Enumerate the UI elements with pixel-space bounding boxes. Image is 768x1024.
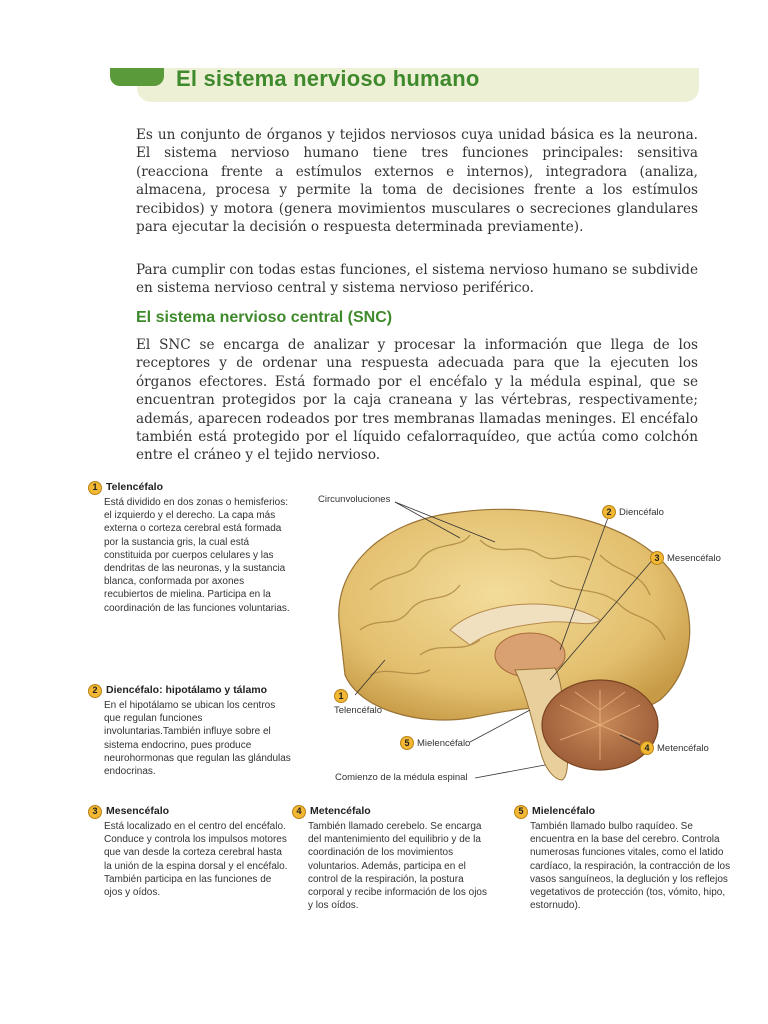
caption-mielencefalo: [514, 805, 734, 912]
caption-title: Diencéfalo: hipotálamo y tálamo: [106, 684, 268, 697]
number-badge: 1: [88, 481, 102, 495]
caption-title: Mesencéfalo: [106, 805, 170, 818]
number-badge: 3: [650, 551, 664, 565]
caption-diencefalo: [88, 684, 293, 778]
caption-body: Está localizado en el centro del encéfalo. Conduce y controla los impulsos motores que van desde la corteza cerebral hasta la unión de la espina dorsal y el encéfalo. También participa en las funciones de ojos y oídos.: [104, 821, 288, 899]
number-badge: 5: [400, 736, 414, 750]
caption-telencefalo: [88, 481, 293, 615]
number-badge: 4: [292, 805, 306, 819]
label-telencefalo: 1 Telencéfalo: [334, 691, 383, 716]
label-mesencefalo: 3 Mesencéfalo: [650, 551, 721, 565]
number-badge: 5: [514, 805, 528, 819]
label-medula: Comienzo de la médula espinal: [335, 772, 468, 783]
caption-body: También llamado bulbo raquídeo. Se encuentra en la base del cerebro. Controla numerosas funciones vitales, como el latido cardíaco, la respiración, la contracción de los vasos sanguíneos, la deglución y los reflejos vegetativos de protección (tos, vómito, hipo, estornudo).: [530, 821, 731, 912]
label-metencefalo: 4 Metencéfalo: [640, 741, 709, 755]
number-badge: 4: [640, 741, 654, 755]
caption-title: Metencéfalo: [310, 805, 371, 818]
caption-title: Telencéfalo: [106, 481, 163, 494]
intro-paragraph-1: Es un conjunto de órganos y tejidos nerviosos cuya unidad básica es la neurona. El sistema nervioso humano tiene tres funciones principales: sensitiva (reacciona frente a estímulos externos e internos), integradora (analiza, almacena, procesa y permite la toma de decisiones frente a los estímulos recibidos) y motora (genera movimientos musculares o secreciones glandulares para ejecutar la decisión o respuesta determinada previamente).: [136, 127, 698, 236]
section-heading-snc: El sistema nervioso central (SNC): [136, 309, 393, 326]
label-diencefalo: 2 Diencéfalo: [602, 505, 664, 519]
number-badge: 3: [88, 805, 102, 819]
intro-paragraph-2: Para cumplir con todas estas funciones, el sistema nervioso humano se subdivide en sistema nervioso central y sistema nervioso periférico.: [136, 262, 698, 297]
caption-metencefalo: [292, 805, 492, 912]
page-title: El sistema nervioso humano: [176, 66, 480, 91]
caption-body: En el hipotálamo se ubican los centros que regulan funciones involuntarias.También influye sobre el sistema endocrino, pues produce neurohormonas que regulan las glándulas endocrinas.: [104, 700, 291, 778]
label-mielencefalo: 5 Mielencéfalo: [400, 736, 470, 750]
snc-paragraph: El SNC se encarga de analizar y procesar la información que llega de los receptores y de ordenar una respuesta adecuada para que la ejecuten los órganos efectores. Está formado por el encéfalo y la médula espinal, que se encuentran protegidos por la caja craneana y las vértebras, respectivamente; además, aparecen rodeados por tres membranas llamadas meninges. El encéfalo también está protegido por el líquido cefalorraquídeo, que actúa como colchón entre el cráneo y el tejido nervioso.: [136, 337, 698, 464]
caption-body: Está dividido en dos zonas o hemisferios: el izquierdo y el derecho. La capa más externa o corteza cerebral está formada por la sustancia gris, la cual está constituida por cuerpos celulares y las dendritas de las neuronas, y la sustancia blanca, conformada por axones recubiertos de mielina. Participa en la coordinación de las funciones voluntarias.: [104, 497, 290, 614]
label-circunvoluciones: Circunvoluciones: [318, 494, 391, 505]
number-badge: 1: [334, 689, 348, 703]
caption-body: También llamado cerebelo. Se encarga del mantenimiento del equilibrio y de la coordinación de los movimientos voluntarios. Además, participa en el control de la respiración, la postura corporal y recibe información de los ojos y los oídos.: [308, 821, 487, 912]
title-tab-decoration: [110, 68, 164, 86]
caption-mesencefalo: [88, 805, 288, 899]
number-badge: 2: [602, 505, 616, 519]
number-badge: 2: [88, 684, 102, 698]
caption-title: Mielencéfalo: [532, 805, 596, 818]
